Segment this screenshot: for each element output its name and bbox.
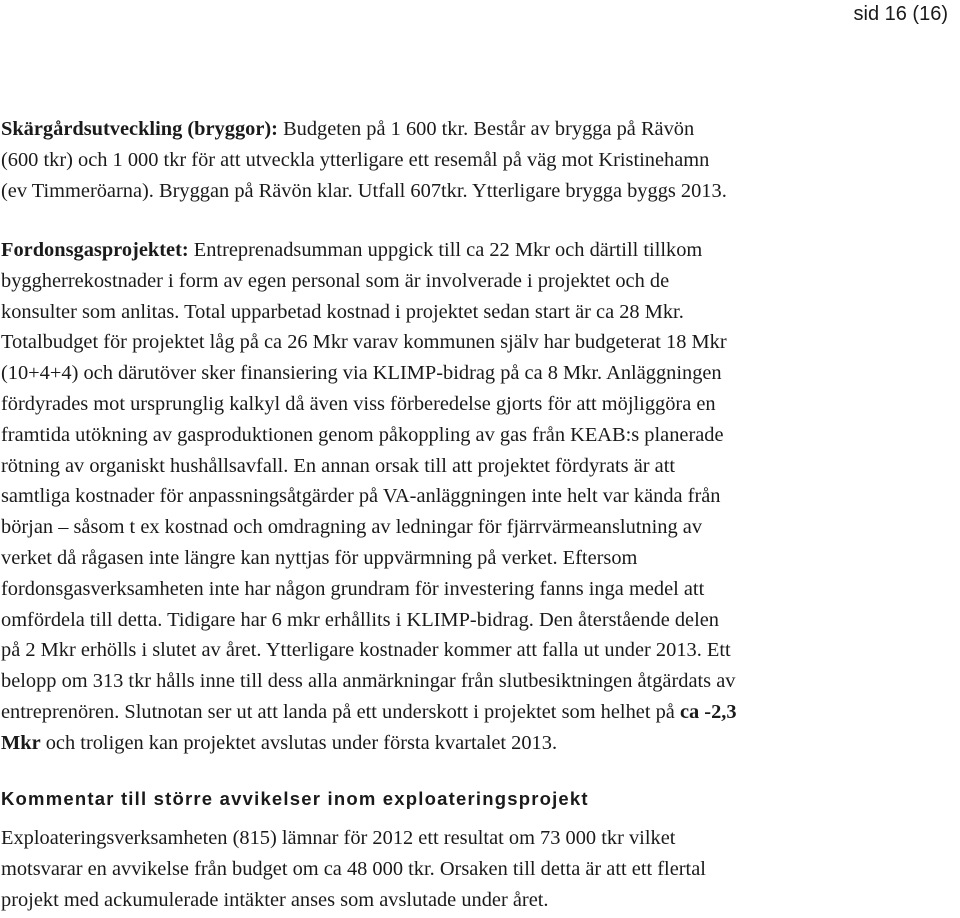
- text-line: belopp om 313 tkr hålls inne till dess alla anmärkningar från slutbesiktningen åtgärdats av: [1, 670, 736, 693]
- deficit-value: ca -2,3: [679, 700, 737, 723]
- text-line: [1, 235, 737, 266]
- text-run: Entreprenadsumman uppgick till ca 22 Mkr och därtill tillkom: [188, 239, 703, 261]
- text-line: (600 tkr) och 1 000 tkr för att utveckla ytterligare ett resemål på väg mot Kristinehamn: [1, 148, 710, 171]
- text-line: fordonsgasverksamheten inte har någon grundram för investering fanns inga medel att: [1, 577, 705, 600]
- text-line: motsvarar en avvikelse från budget om ca 48 000 tkr. Orsaken till detta är att ett flertal: [1, 857, 706, 880]
- text-line: byggherrekostnader i form av egen personal som är involverade i projektet och de: [1, 269, 670, 292]
- text-line: (10+4+4) och därutöver sker finansiering via KLIMP-bidrag på ca 8 Mkr. Anläggningen: [1, 362, 722, 385]
- paragraph-lead: Fordonsgasprojektet:: [1, 239, 189, 261]
- text-line: omfördela till detta. Tidigare har 6 mkr erhållits i KLIMP-bidrag. Den återstående delen: [1, 608, 720, 631]
- deficit-unit: Mkr: [1, 731, 41, 754]
- text-run: Budgeten på 1 600 tkr. Består av brygga på Rävön: [277, 118, 695, 140]
- text-line: Exploateringsverksamheten (815) lämnar för 2012 ett resultat om 73 000 tkr vilket: [1, 827, 676, 849]
- text-line: framtida utökning av gasproduktionen genom påkoppling av gas från KEAB:s planerade: [1, 423, 724, 446]
- paragraph-fordonsgasprojektet: [1, 235, 737, 759]
- text-line: (ev Timmeröarna). Bryggan på Rävön klar. Utfall 607tkr. Ytterligare brygga byggs 2013.: [1, 179, 727, 202]
- text-line: projekt med ackumulerade intäkter anses som avslutade under året.: [1, 888, 549, 911]
- text-line: [1, 114, 727, 145]
- text-line: konsulter som anlitas. Total upparbetad kostnad i projektet sedan start är ca 28 Mkr.: [1, 300, 684, 323]
- text-line: rötning av organiskt hushållsavfall. En annan orsak till att projektet fördyrats är att: [1, 454, 676, 477]
- text-line: på 2 Mkr erhölls i slutet av året. Ytterligare kostnader kommer att falla ut under 2013. Ett: [1, 639, 731, 662]
- text-line: samtliga kostnader för anpassningsåtgärder på VA-anläggningen inte helt var kända från: [1, 485, 721, 508]
- page-number: sid 16 (16): [853, 3, 948, 25]
- text-run: och troligen kan projektet avslutas under första kvartalet 2013.: [40, 731, 558, 754]
- text-line: verket då rågasen inte längre kan nyttjas för uppvärmning på verket. Eftersom: [1, 546, 638, 569]
- text-line: Totalbudget för projektet låg på ca 26 Mkr varav kommunen själv har budgeterat 18 Mkr: [1, 331, 727, 354]
- text-line: [1, 697, 737, 728]
- text-run: entreprenören. Slutnotan ser ut att landa på ett underskott i projektet som helhet på: [1, 700, 680, 723]
- text-line: början – såsom t ex kostnad och omdragning av ledningar för fjärrvärmeanslutning av: [1, 516, 703, 539]
- paragraph-exploatering: [1, 823, 706, 915]
- text-line: [1, 728, 737, 759]
- section-heading: Kommentar till större avvikelser inom exploateringsprojekt: [1, 788, 589, 809]
- paragraph-lead: Skärgårdsutveckling (bryggor):: [1, 118, 278, 140]
- paragraph-skargardsutveckling: [1, 114, 727, 206]
- text-line: fördyrades mot ursprunglig kalkyl då även viss förberedelse gjorts för att möjliggöra en: [1, 392, 716, 415]
